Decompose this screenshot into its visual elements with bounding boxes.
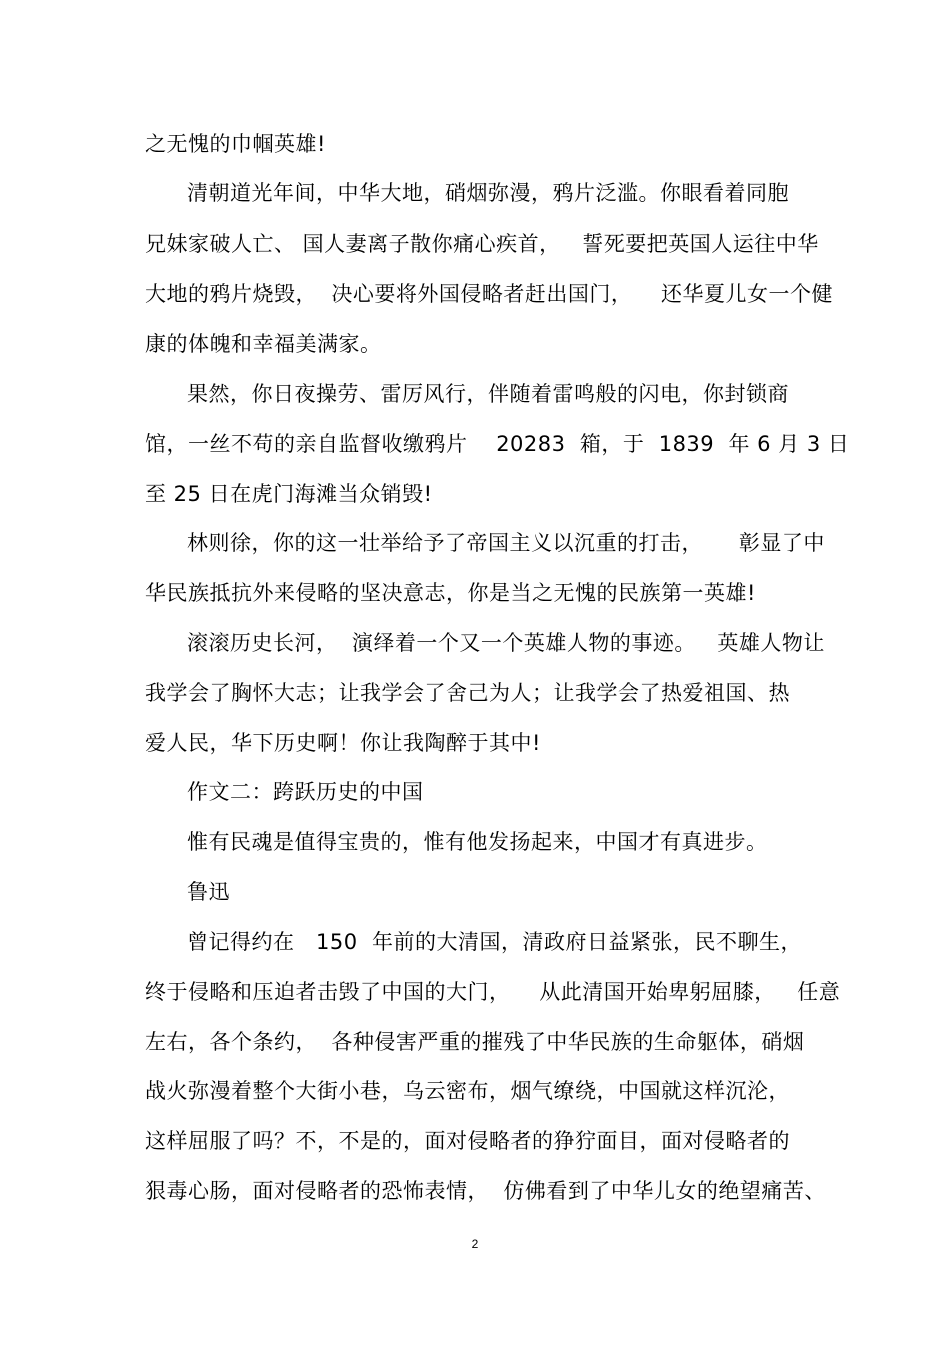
text-line: 之无愧的巾帼英雄!: [145, 132, 326, 156]
text-line: 馆，一丝不苟的亲自监督收缴鸦片 20283 箱，于 1839 年 6 月 3 日: [145, 432, 850, 456]
text-line: 滚滚历史长河， 演绎着一个又一个英雄人物的事迹。 英雄人物让: [187, 631, 825, 655]
text-line: 左右，各个条约， 各种侵害严重的摧残了中华民族的生命躯体，硝烟: [145, 1030, 805, 1054]
text-line: 果然，你日夜操劳、雷厉风行，伴随着雷鸣般的闪电，你封锁商: [187, 382, 789, 406]
text-line: 爱人民，华下历史啊！你让我陶醉于其中!: [145, 731, 541, 755]
text-line: 狠毒心肠，面对侵略者的恐怖表情， 仿佛看到了中华儿女的绝望痛苦、: [145, 1179, 826, 1203]
text-line: 林则徐，你的这一壮举给予了帝国主义以沉重的打击， 彰显了中: [187, 531, 825, 555]
text-line: 战火弥漫着整个大街小巷，乌云密布，烟气缭绕，中国就这样沉沦，: [145, 1079, 790, 1103]
text-line: 华民族抵抗外来侵略的坚决意志，你是当之无愧的民族第一英雄!: [145, 581, 756, 605]
text-line: 清朝道光年间，中华大地，硝烟弥漫，鸦片泛滥。你眼看着同胞: [187, 181, 789, 205]
quote-author: 鲁迅: [187, 880, 230, 904]
quote-line: 惟有民魂是值得宝贵的，惟有他发扬起来，中国才有真进步。: [187, 830, 768, 854]
text-line: 至 25 日在虎门海滩当众销毁!: [145, 482, 433, 506]
page-number: 2: [471, 1237, 479, 1251]
text-line: 曾记得约在 150 年前的大清国，清政府日益紧张，民不聊生，: [187, 930, 802, 954]
text-line: 终于侵略和压迫者击毁了中国的大门， 从此清国开始卑躬屈膝， 任意: [145, 980, 841, 1004]
text-line: 我学会了胸怀大志；让我学会了舍己为人；让我学会了热爱祖国、热: [145, 681, 790, 705]
text-line: 康的体魄和幸福美满家。: [145, 332, 382, 356]
text-line: 兄妹家破人亡、 国人妻离子散你痛心疾首， 誓死要把英国人运往中华: [145, 232, 819, 256]
text-line: 这样屈服了吗？不，不是的，面对侵略者的狰狞面目，面对侵略者的: [145, 1129, 790, 1153]
essay-heading: 作文二：跨跃历史的中国: [187, 780, 424, 804]
text-line: 大地的鸦片烧毁， 决心要将外国侵略者赶出国门， 还华夏儿女一个健: [145, 282, 834, 306]
